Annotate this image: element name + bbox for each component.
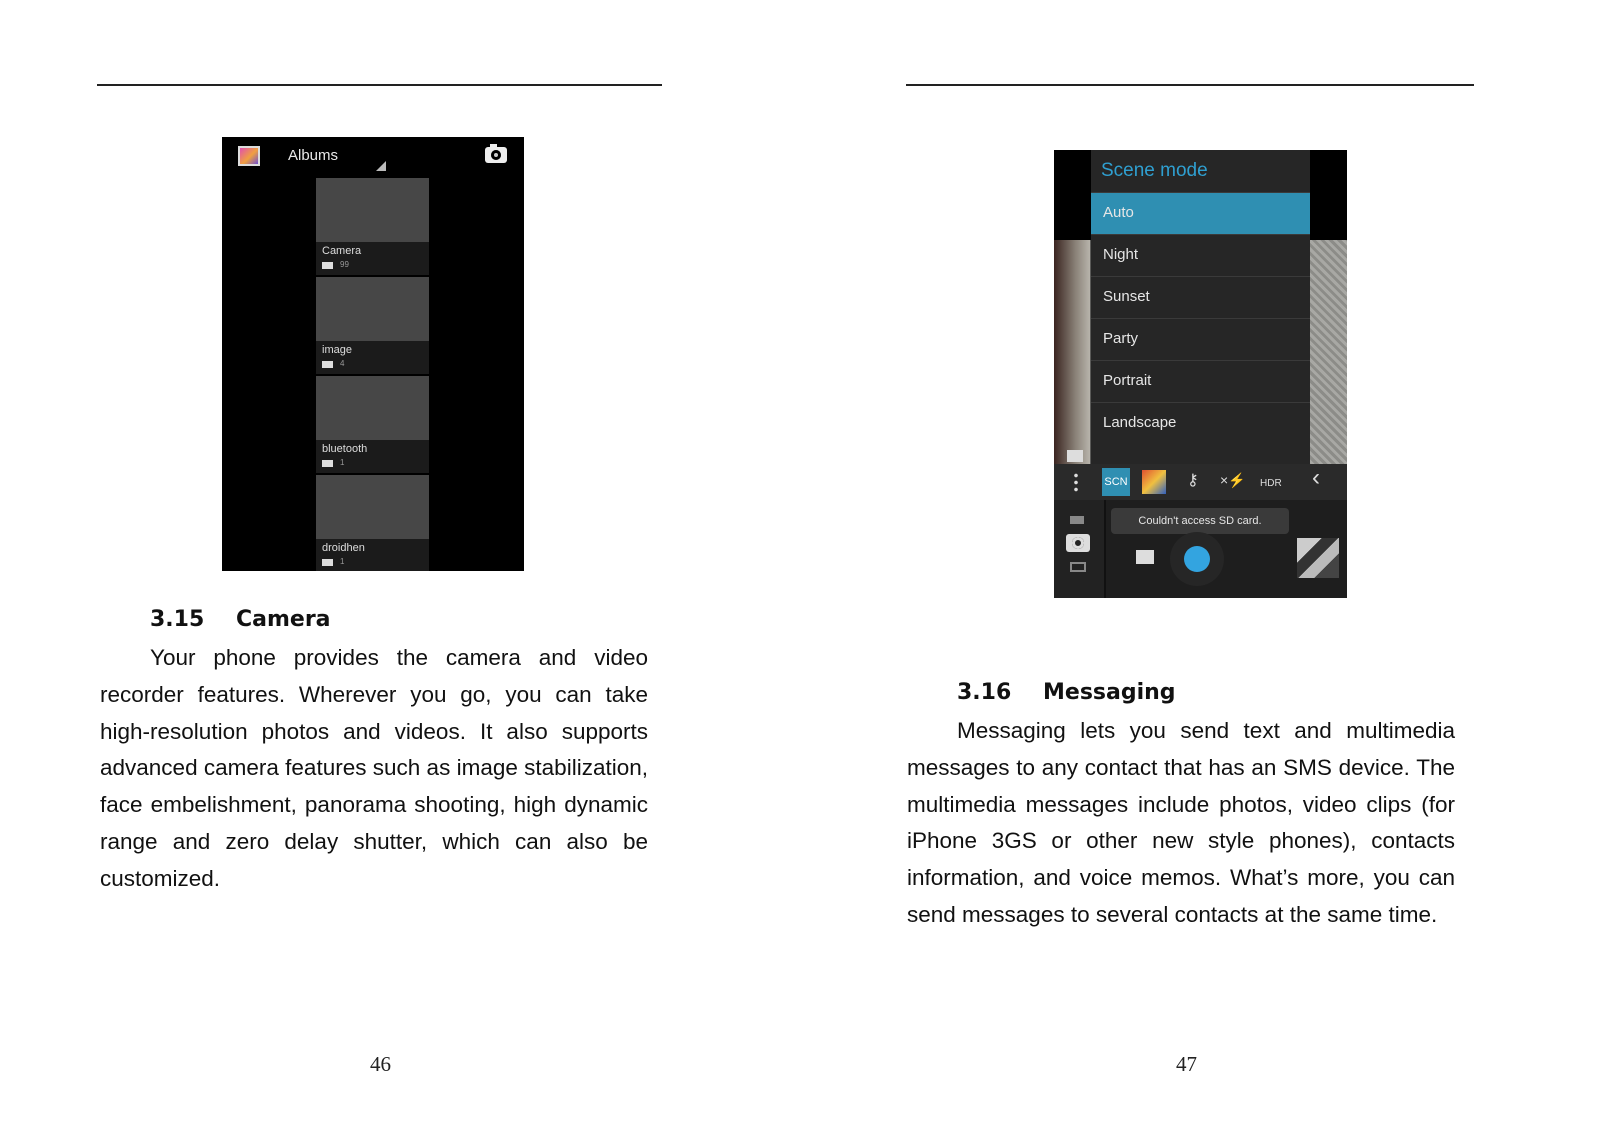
section-number: 3.16 [957, 680, 1012, 705]
album-item [316, 475, 429, 571]
effects-icon [1142, 470, 1166, 494]
album-item [316, 277, 429, 374]
album-name: Camera [322, 245, 362, 257]
folder-icon [322, 460, 333, 467]
camera-icon [485, 147, 507, 163]
section-title: Camera [236, 607, 331, 632]
album-name: image [322, 344, 352, 356]
section-heading-camera [150, 607, 331, 632]
key-icon: ⚷ [1187, 472, 1199, 489]
video-mode-icon [1070, 516, 1084, 524]
album-name: droidhen [322, 542, 365, 554]
scene-option-party: Party [1091, 318, 1310, 360]
more-options-icon [1074, 472, 1078, 492]
album-thumbnail [316, 178, 429, 242]
scene-option-auto: Auto [1091, 192, 1310, 234]
section-heading-messaging [957, 680, 1176, 705]
scene-option-landscape: Landscape [1091, 402, 1310, 444]
album-count: 99 [340, 260, 349, 269]
paragraph-text: Messaging lets you send text and multimedia messages to any contact that has an SMS device. The multimedia messages include photos, video clips (for iPhone 3GS or other new style phones), contacts information, and voice memos. What’s more, you can send messages to several contacts at the same time. [907, 718, 1455, 927]
dropdown-arrow-icon [376, 161, 386, 171]
album-thumbnail [316, 475, 429, 539]
scene-option-sunset: Sunset [1091, 276, 1310, 318]
last-photo-thumbnail [1297, 538, 1339, 578]
sd-card-toast: Couldn't access SD card. [1111, 508, 1289, 534]
flash-off-icon: ×⚡ [1220, 472, 1246, 488]
scene-mode-screenshot [1054, 150, 1347, 598]
gallery-icon [1136, 550, 1154, 564]
folder-icon [322, 559, 333, 566]
section-title: Messaging [1043, 680, 1176, 705]
album-name: bluetooth [322, 443, 368, 455]
album-count: 1 [340, 557, 345, 566]
album-thumbnail [316, 376, 429, 440]
folder-icon [322, 361, 333, 368]
album-item [316, 376, 429, 473]
albums-screenshot [222, 137, 524, 571]
paragraph-text: Your phone provides the camera and video recorder features. Wherever you go, you can take high-resolution photos and videos. It also supports advanced camera features such as image stabilization, face embelishment, panorama shooting, high dynamic range and zero delay shutter, which can also be customized. [100, 645, 648, 891]
albums-topbar [222, 137, 524, 175]
folder-icon [322, 262, 333, 269]
scene-option-portrait: Portrait [1091, 360, 1310, 402]
panorama-mode-icon [1070, 562, 1086, 572]
album-thumbnail [316, 277, 429, 341]
notes-icon [1067, 450, 1083, 462]
left-header-rule [97, 84, 662, 86]
right-header-rule [906, 84, 1474, 86]
albums-title: Albums [288, 147, 339, 164]
scene-mode-menu [1091, 150, 1310, 464]
album-count: 1 [340, 458, 345, 467]
camera-controls [1054, 464, 1347, 598]
scene-option-night: Night [1091, 234, 1310, 276]
section-number: 3.15 [150, 607, 205, 632]
scene-button: SCN [1102, 468, 1130, 496]
page-number: 47 [1176, 1052, 1197, 1076]
shutter-button [1184, 546, 1210, 572]
album-count: 4 [340, 359, 345, 368]
camera-mode-icon [1066, 534, 1090, 552]
camera-toolbar [1054, 464, 1347, 500]
hdr-icon: HDR [1260, 478, 1282, 489]
album-item [316, 178, 429, 275]
collapse-chevron-icon: ‹ [1312, 464, 1320, 491]
messaging-paragraph [907, 713, 1455, 934]
menu-title: Scene mode [1101, 160, 1208, 181]
camera-paragraph [100, 640, 648, 898]
gallery-icon [238, 146, 260, 166]
page-number: 46 [370, 1052, 391, 1076]
